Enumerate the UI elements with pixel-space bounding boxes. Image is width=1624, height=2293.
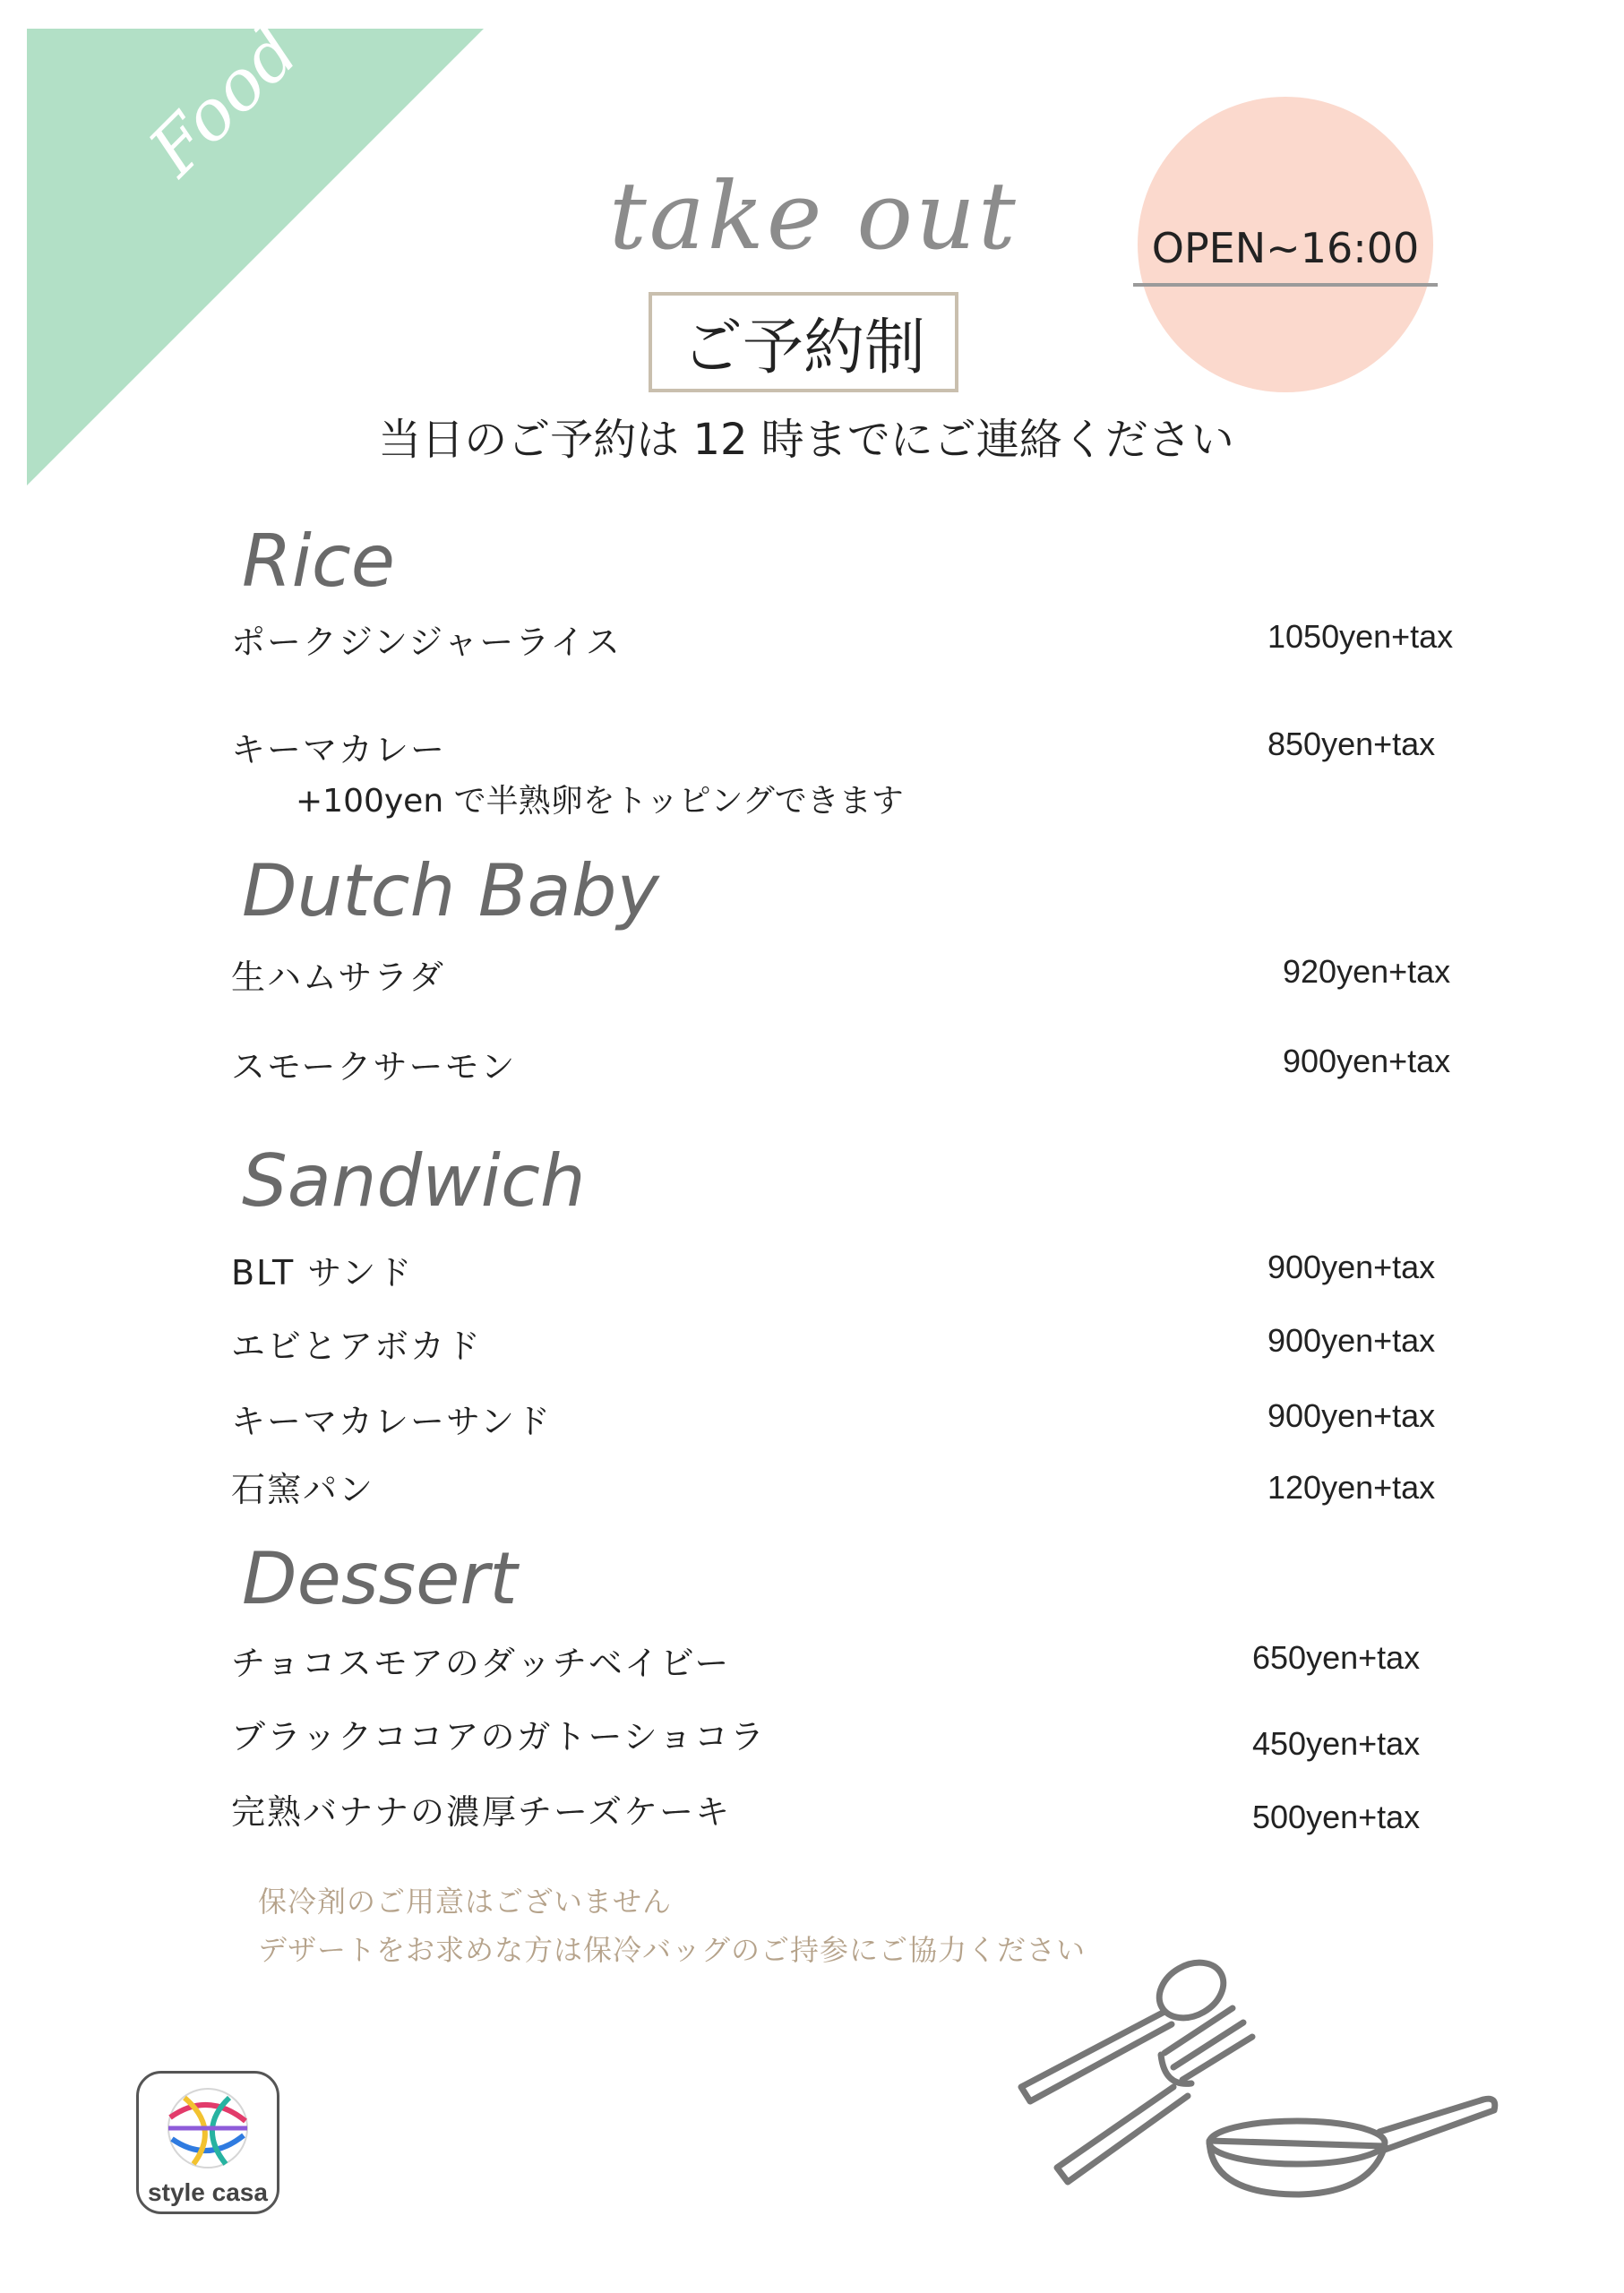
open-hours-underline bbox=[1133, 283, 1438, 287]
menu-item-price: 500yen+tax bbox=[1252, 1799, 1421, 1835]
menu-item-name: キーマカレー bbox=[231, 730, 447, 769]
menu-item-price: 900yen+tax bbox=[1267, 1322, 1436, 1359]
brand-logo-text: style casa bbox=[148, 2178, 268, 2206]
frying-pan-icon bbox=[1209, 2099, 1495, 2194]
menu-item-name: キーマカレーサンド bbox=[231, 1402, 553, 1441]
menu-item-name: エビとアボカド bbox=[231, 1327, 483, 1366]
menu-item-price: 450yen+tax bbox=[1252, 1725, 1421, 1762]
open-hours: OPEN~16:00 bbox=[1151, 224, 1420, 272]
menu-item-price: 900yen+tax bbox=[1267, 1397, 1436, 1434]
cutlery-illustration bbox=[1003, 1953, 1505, 2221]
menu-item-price: 120yen+tax bbox=[1267, 1469, 1436, 1506]
section-title-dutch-baby: Dutch Baby bbox=[242, 849, 659, 932]
reservation-notice: 当日のご予約は 12 時までにご連絡ください bbox=[378, 415, 1234, 465]
menu-item-price: 920yen+tax bbox=[1283, 953, 1451, 990]
page-title: take out bbox=[609, 161, 1018, 271]
menu-item-name: BLT サンド bbox=[231, 1253, 414, 1292]
menu-item-price: 900yen+tax bbox=[1267, 1249, 1436, 1285]
corner-label: Food bbox=[134, 12, 314, 192]
menu-item-price: 650yen+tax bbox=[1252, 1639, 1421, 1676]
menu-item-name: スモークサーモン bbox=[231, 1047, 517, 1086]
menu-item-name: 生ハムサラダ bbox=[231, 958, 445, 997]
menu-item-note: +100yen で半熟卵をトッピングできます bbox=[296, 783, 904, 820]
menu-item-price: 850yen+tax bbox=[1267, 726, 1436, 762]
section-title-rice: Rice bbox=[242, 520, 396, 603]
section-title-dessert: Dessert bbox=[242, 1537, 518, 1620]
globe-logo-icon bbox=[158, 2082, 258, 2175]
menu-item-price: 1050yen+tax bbox=[1267, 618, 1454, 655]
menu-item-name: 石窯パン bbox=[231, 1470, 375, 1509]
reservation-badge: ご予約制 bbox=[649, 292, 958, 392]
menu-item-name: チョコスモアのダッチベイビー bbox=[231, 1644, 731, 1683]
menu-item-name: ブラックココアのガトーショコラ bbox=[231, 1717, 766, 1756]
menu-item-name: 完熟バナナの濃厚チーズケーキ bbox=[231, 1792, 732, 1832]
footnote-cooler-bag: デザートをお求めな方は保冷バッグのご持参にご協力ください bbox=[258, 1933, 1087, 1967]
section-title-sandwich: Sandwich bbox=[242, 1139, 586, 1223]
menu-item-name: ポークジンジャーライス bbox=[231, 623, 622, 662]
footnote-cooler: 保冷剤のご用意はございません bbox=[258, 1885, 673, 1919]
menu-item-price: 900yen+tax bbox=[1283, 1043, 1451, 1079]
